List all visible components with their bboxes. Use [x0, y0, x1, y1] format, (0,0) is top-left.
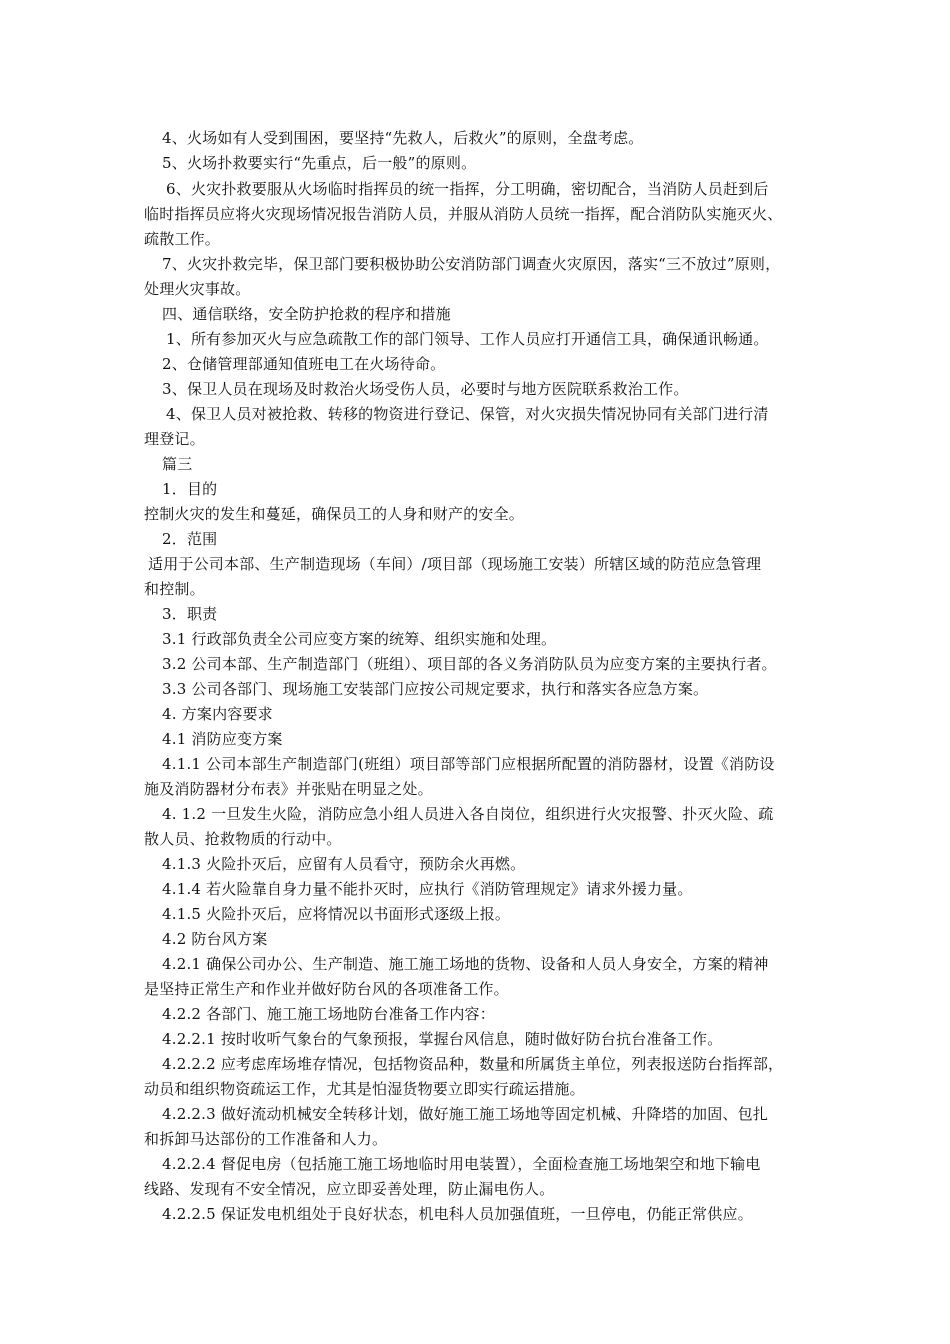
section-heading: 4. 方案内容要求 — [162, 705, 273, 723]
text-line: 4.1.3 火险扑灭后，应留有人员看守，预防余火再燃。 — [162, 855, 526, 873]
text-line: 4.1.5 火险扑灭后，应将情况以书面形式逐级上报。 — [162, 905, 511, 923]
text-line: 线路、发现有不安全情况，应立即妥善处理，防止漏电伤人。 — [144, 1180, 555, 1198]
text-line: 散人员、抢救物质的行动中。 — [144, 830, 342, 848]
text-line: 临时指挥员应将火灾现场情况报告消防人员，并服从消防人员统一指挥，配合消防队实施灭火、 — [144, 205, 783, 223]
text-line: 6、火灾扑救要服从火场临时指挥员的统一指挥，分工明确，密切配合，当消防人员赶到后 — [166, 180, 769, 198]
text-line: 4.2.2.3 做好流动机械安全转移计划，做好施工施工场地等固定机械、升降塔的加固、包扎 — [162, 1105, 769, 1123]
section-heading: 1．目的 — [162, 480, 218, 498]
text-line: 4、火场如有人受到围困，要坚持“先救人，后救火”的原则，全盘考虑。 — [162, 129, 644, 147]
section-heading: 篇三 — [162, 455, 193, 473]
text-line: 3、保卫人员在现场及时救治火场受伤人员，必要时与地方医院联系救治工作。 — [162, 380, 689, 398]
text-line: 理登记。 — [144, 430, 205, 448]
text-line: 4.1.1 公司本部生产制造部门(班组）项目部等部门应根据所配置的消防器材，设置《消防设 — [162, 755, 775, 773]
text-line: 是坚持正常生产和作业并做好防台风的各项准备工作。 — [144, 980, 509, 998]
text-line: 施及消防器材分布表》并张贴在明显之处。 — [144, 780, 433, 798]
section-heading: 四、通信联络，安全防护抢救的程序和措施 — [162, 305, 451, 323]
text-line: 3.2 公司本部、生产制造部门（班组）、项目部的各义务消防队员为应变方案的主要执行者。 — [162, 655, 777, 673]
text-line: 和控制。 — [144, 580, 205, 598]
section-heading: 3．职责 — [162, 605, 218, 623]
text-line: 4.1.4 若火险靠自身力量不能扑灭时，应执行《消防管理规定》请求外援力量。 — [162, 880, 693, 898]
text-line: 4.2.2.5 保证发电机组处于良好状态，机电科人员加强值班，一旦停电，仍能正常供应。 — [162, 1205, 753, 1223]
text-line: 3.1 行政部负责全公司应变方案的统筹、组织实施和处理。 — [162, 630, 557, 648]
text-line: 4.2.2.4 督促电房（包括施工施工场地临时用电装置），全面检查施工场地架空和地下输电 — [162, 1155, 761, 1173]
text-line: 2、仓储管理部通知值班电工在火场待命。 — [162, 355, 446, 373]
text-line: 和拆卸马达部份的工作准备和人力。 — [144, 1130, 388, 1148]
section-heading: 4.1 消防应变方案 — [162, 730, 283, 748]
text-line: 4.2.2 各部门、施工施工场地防台准备工作内容： — [162, 1005, 495, 1023]
text-line: 4、保卫人员对被抢救、转移的物资进行登记、保管，对火灾损失情况协同有关部门进行清 — [166, 405, 769, 423]
section-heading: 2．范围 — [162, 530, 218, 548]
text-line: 适用于公司本部、生产制造现场（车间）/项目部（现场施工安装）所辖区域的防范应急管理 — [148, 555, 762, 573]
text-line: 5、火场扑救要实行“先重点，后一般”的原则。 — [162, 154, 477, 172]
section-heading: 4.2 防台风方案 — [162, 930, 268, 948]
text-line: 1、所有参加灭火与应急疏散工作的部门领导、工作人员应打开通信工具，确保通讯畅通。 — [166, 330, 769, 348]
text-line: 4.2.1 确保公司办公、生产制造、施工施工场地的货物、设备和人员人身安全，方案的精神 — [162, 955, 769, 973]
text-line: 疏散工作。 — [144, 230, 221, 248]
text-line: 动员和组织物资疏运工作，尤其是怕湿货物要立即实行疏运措施。 — [144, 1080, 585, 1098]
text-line: 控制火灾的发生和蔓延，确保员工的人身和财产的安全。 — [144, 505, 525, 523]
text-line: 4.2.2.2 应考虑库场堆存情况，包括物资品种，数量和所属货主单位，列表报送防台指挥部， — [162, 1055, 784, 1073]
text-line: 4. 1.2 一旦发生火险，消防应急小组人员进入各自岗位，组织进行火灾报警、扑灭火险、疏 — [162, 805, 774, 823]
text-line: 处理火灾事故。 — [144, 280, 251, 298]
text-line: 7、火灾扑救完毕，保卫部门要积极协助公安消防部门调查火灾原因，落实“三不放过”原则， — [162, 255, 781, 273]
text-line: 4.2.2.1 按时收听气象台的气象预报，掌握台风信息，随时做好防台抗台准备工作。 — [162, 1030, 723, 1048]
text-line: 3.3 公司各部门、现场施工安装部门应按公司规定要求，执行和落实各应急方案。 — [162, 680, 709, 698]
